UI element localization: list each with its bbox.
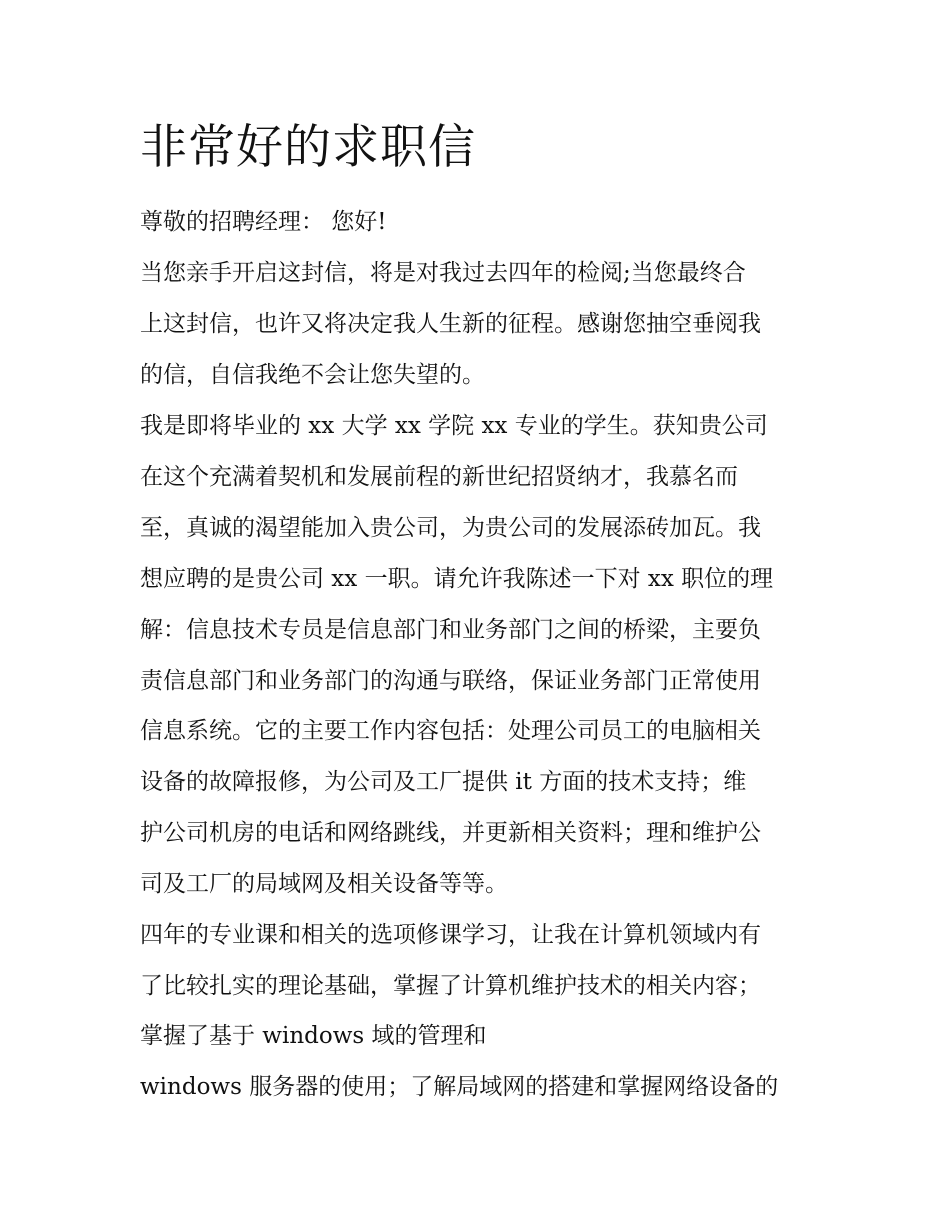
document-title: 非常好的求职信 bbox=[140, 120, 476, 175]
body-line: 护公司机房的电话和网络跳线，并更新相关资料；理和维护公 bbox=[140, 820, 761, 846]
body-line: 掌握了基于 windows 域的管理和 bbox=[140, 1023, 487, 1049]
body-line: 在这个充满着契机和发展前程的新世纪招贤纳才，我慕名而 bbox=[140, 464, 738, 490]
body-line: 解：信息技术专员是信息部门和业务部门之间的桥梁，主要负 bbox=[140, 617, 761, 643]
body-line: 信息系统。它的主要工作内容包括：处理公司员工的电脑相关 bbox=[140, 718, 761, 744]
salutation-line: 尊敬的招聘经理： 您好! bbox=[140, 209, 387, 235]
body-line: 责信息部门和业务部门的沟通与联络，保证业务部门正常使用 bbox=[140, 668, 761, 694]
body-line: 四年的专业课和相关的选项修课学习，让我在计算机领域内有 bbox=[140, 922, 761, 948]
body-line: 当您亲手开启这封信，将是对我过去四年的检阅;当您最终合 bbox=[140, 260, 746, 286]
body-line: 我是即将毕业的 xx 大学 xx 学院 xx 专业的学生。获知贵公司 bbox=[140, 413, 768, 439]
body-line: 想应聘的是贵公司 xx 一职。请允许我陈述一下对 xx 职位的理 bbox=[140, 566, 774, 592]
body-line: 了比较扎实的理论基础，掌握了计算机维护技术的相关内容； bbox=[140, 973, 761, 999]
body-line: 上这封信，也许又将决定我人生新的征程。感谢您抽空垂阅我 bbox=[140, 311, 761, 337]
body-line: 的信，自信我绝不会让您失望的。 bbox=[140, 362, 485, 388]
body-line: 至，真诚的渴望能加入贵公司，为贵公司的发展添砖加瓦。我 bbox=[140, 515, 761, 541]
body-line: 设备的故障报修，为公司及工厂提供 it 方面的技术支持；维 bbox=[140, 769, 747, 795]
body-line: 司及工厂的局域网及相关设备等等。 bbox=[140, 871, 508, 897]
body-line: windows 服务器的使用；了解局域网的搭建和掌握网络设备的 bbox=[140, 1074, 779, 1100]
